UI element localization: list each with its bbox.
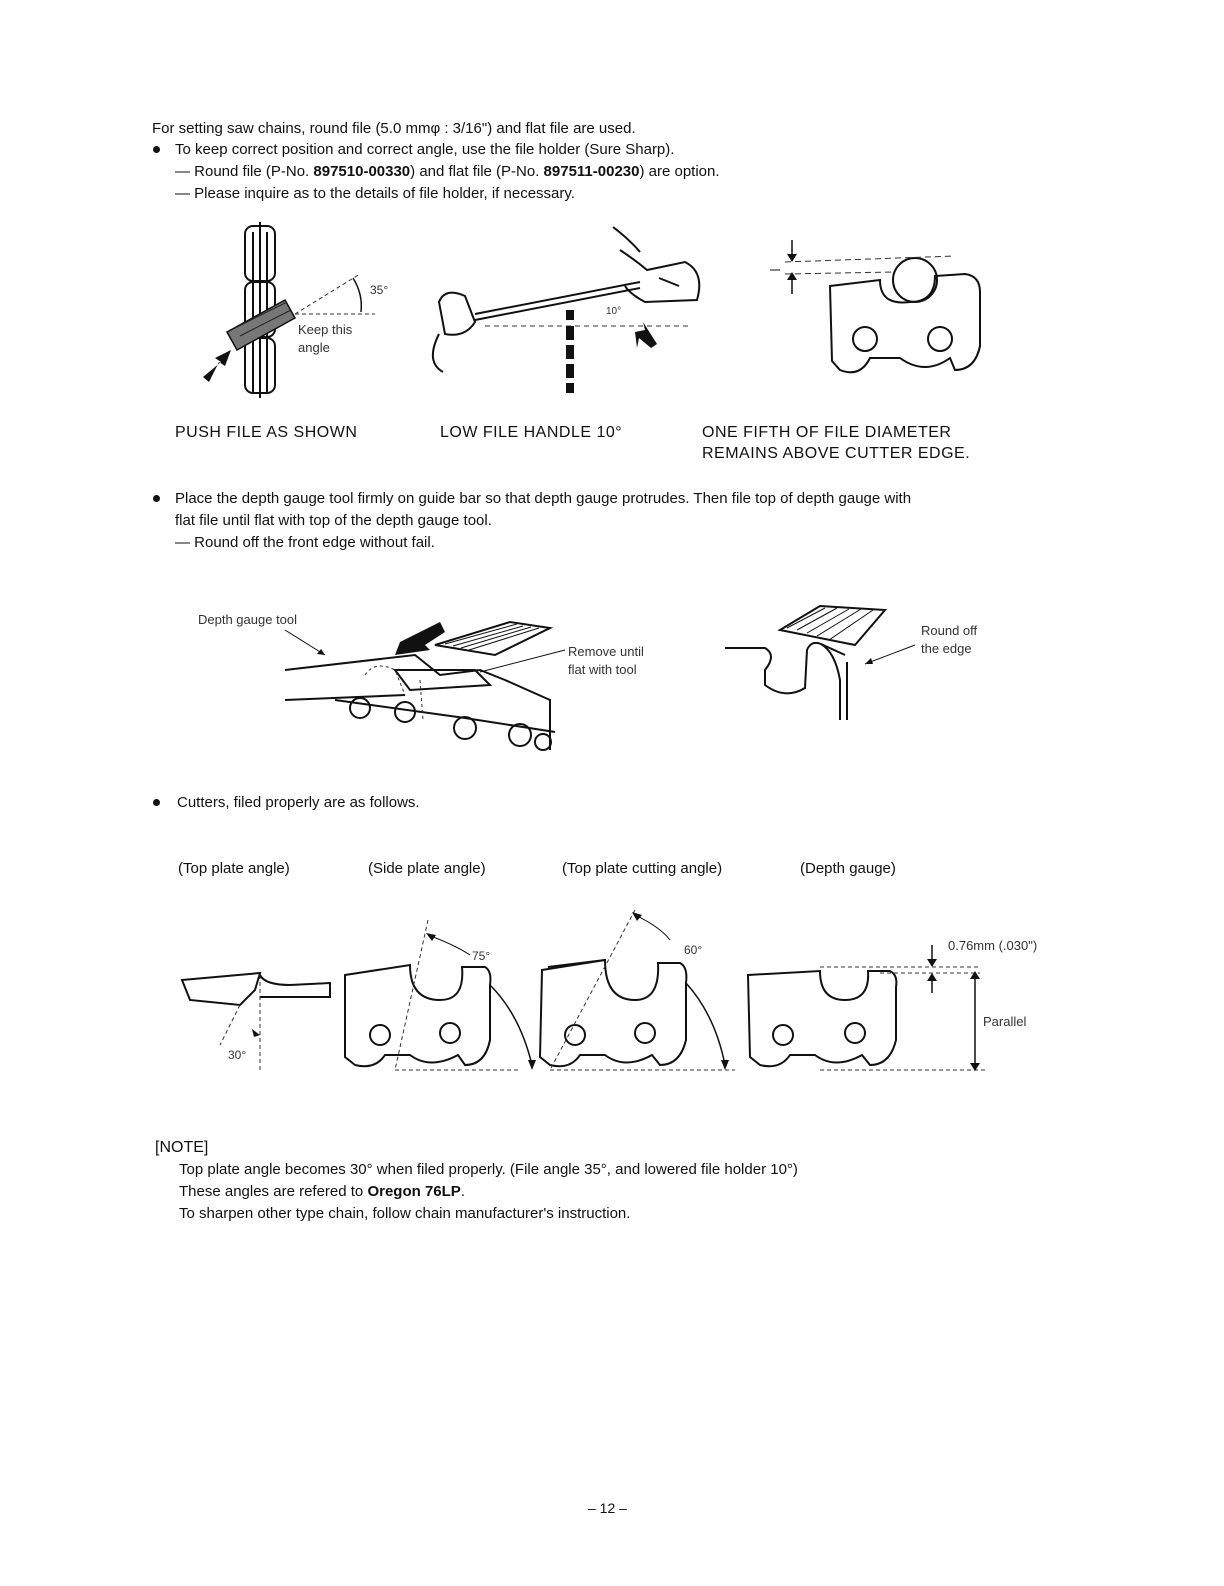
remove-until-label: flat with tool <box>568 662 637 677</box>
note-text: . <box>460 1183 465 1200</box>
top-plate-angle-label: (Top plate angle) <box>178 860 290 877</box>
bullet-dot <box>153 146 160 153</box>
top-plate-cutting-angle-label: (Top plate cutting angle) <box>562 860 723 877</box>
remove-until-label: Remove until <box>568 644 644 659</box>
note-line: To sharpen other type chain, follow chain manufacturer's instruction. <box>179 1205 631 1222</box>
file-diameter-diagram <box>760 236 990 386</box>
note-line <box>179 1183 465 1201</box>
round-off-edge-diagram <box>725 600 925 725</box>
depth-gauge-tool-diagram <box>265 600 565 760</box>
depth-gauge-bullet: Place the depth gauge tool firmly on guide bar so that depth gauge protrudes. Then file top of depth gauge with <box>175 490 912 507</box>
file-diameter-caption: REMAINS ABOVE CUTTER EDGE. <box>702 445 971 462</box>
oregon-model: Oregon 76LP <box>367 1183 461 1200</box>
side-plate-angle-label: (Side plate angle) <box>368 860 486 877</box>
keep-angle-label: angle <box>298 340 330 355</box>
note-heading: [NOTE] <box>155 1139 209 1156</box>
cutters-bullet: Cutters, filed properly are as follows. <box>177 794 420 811</box>
push-file-diagram <box>195 222 395 402</box>
angle-35-label: 35° <box>370 283 389 297</box>
low-file-handle-diagram <box>425 222 715 397</box>
depth-value-label: 0.76mm (.030") <box>948 938 1038 953</box>
part-numbers-line <box>175 163 720 181</box>
keep-angle-label: Keep this <box>298 322 353 337</box>
depth-gauge-tool-label: Depth gauge tool <box>198 612 298 627</box>
bullet-dot <box>153 495 160 502</box>
file-holder-bullet: To keep correct position and correct angle, use the file holder (Sure Sharp). <box>175 141 675 158</box>
page-number: – 12 – <box>588 1500 627 1516</box>
note-line: Top plate angle becomes 30° when filed properly. (File angle 35°, and lowered file holder 10°) <box>179 1161 798 1178</box>
round-off-label: the edge <box>921 641 972 656</box>
depth-gauge-bullet-cont: flat file until flat with top of the depth gauge tool. <box>175 512 492 529</box>
part-numbers-text: — Round file (P-No. <box>175 163 314 180</box>
inquire-line: — Please inquire as to the details of file holder, if necessary. <box>175 185 575 202</box>
round-off-label: Round off <box>921 623 978 638</box>
low-file-handle-caption: LOW FILE HANDLE 10° <box>440 424 623 441</box>
parallel-label: Parallel <box>983 1014 1027 1029</box>
angle-10-label: 10° <box>606 306 622 317</box>
push-file-caption: PUSH FILE AS SHOWN <box>175 424 358 441</box>
cutters-diagram <box>180 905 1000 1080</box>
round-file-part-number: 897510-00330 <box>313 163 411 180</box>
part-numbers-text: ) and flat file (P-No. <box>410 163 544 180</box>
angle-30-label: 30° <box>228 1048 247 1062</box>
part-numbers-text: ) are option. <box>639 163 720 180</box>
angle-75-label: 75° <box>472 949 491 963</box>
flat-file-part-number: 897511-00230 <box>543 163 640 180</box>
depth-gauge-label: (Depth gauge) <box>800 860 896 877</box>
bullet-dot <box>153 799 160 806</box>
round-off-line: — Round off the front edge without fail. <box>175 534 435 551</box>
note-text: These angles are refered to <box>179 1183 368 1200</box>
file-diameter-caption: ONE FIFTH OF FILE DIAMETER <box>702 424 952 441</box>
angle-60-label: 60° <box>684 943 703 957</box>
intro-line: For setting saw chains, round file (5.0 mmφ : 3/16") and flat file are used. <box>152 120 636 137</box>
